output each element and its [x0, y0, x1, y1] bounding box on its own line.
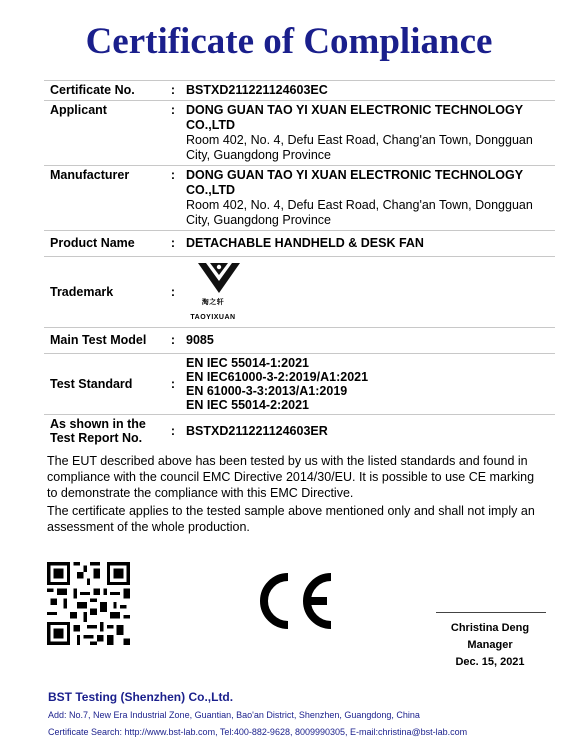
signature-line — [436, 612, 546, 613]
manufacturer-address: Room 402, No. 4, Defu East Road, Chang'an Town, Dongguan City, Guangdong Province — [186, 198, 533, 227]
trademark-logo-icon — [194, 261, 244, 295]
row-trademark — [44, 257, 555, 328]
label-applicant: Applicant — [44, 101, 164, 166]
scope-statement: The certificate applies to the tested sample above mentioned only and shall not imply an assessment of the whole production. — [47, 504, 535, 534]
applicant-address: Room 402, No. 4, Defu East Road, Chang'an Town, Dongguan City, Guangdong Province — [186, 133, 533, 162]
label-manufacturer: Manufacturer — [44, 166, 164, 231]
applicant-name: DONG GUAN TAO YI XUAN ELECTRONIC TECHNOLOGY CO.,LTD — [186, 103, 523, 132]
separator: : — [164, 81, 182, 101]
label-trademark: Trademark — [44, 257, 164, 328]
label-main-test-model: Main Test Model — [44, 328, 164, 354]
compliance-statement: The EUT described above has been tested by us with the listed standards and found in compliance with the council EMC Directive 2014/30/EU. It is possible to use CE marking to demonstrate the compliance with this EMC Directive. — [47, 454, 535, 500]
qr-code-icon — [47, 562, 130, 645]
separator: : — [164, 415, 182, 448]
value-certificate-no: BSTXD211221124603EC — [182, 81, 555, 101]
trademark-logo-cn: 淘之轩 — [201, 299, 225, 306]
separator: : — [164, 166, 182, 231]
value-main-test-model: 9085 — [182, 328, 555, 354]
standard-item: EN IEC 55014-1:2021 — [186, 356, 309, 370]
row-main-test-model — [44, 328, 555, 354]
standard-item: EN IEC 55014-2:2021 — [186, 398, 309, 412]
label-certificate-no: Certificate No. — [44, 81, 164, 101]
separator: : — [164, 354, 182, 415]
signature-date: Dec. 15, 2021 — [455, 656, 525, 668]
trademark-logo-en: TAOYIXUAN — [190, 314, 236, 321]
ce-mark-icon — [251, 571, 337, 631]
separator: : — [164, 328, 182, 354]
issuer-address: Add: No.7, New Era Industrial Zone, Guantian, Bao'an District, Shenzhen, Guangdong, China — [48, 710, 420, 720]
separator: : — [164, 231, 182, 257]
value-report-no: BSTXD211221124603ER — [182, 415, 555, 448]
standard-item: EN IEC61000-3-2:2019/A1:2021 — [186, 370, 369, 384]
issuer-company: BST Testing (Shenzhen) Co.,Ltd. — [48, 690, 234, 704]
separator: : — [164, 257, 182, 328]
label-test-standard: Test Standard — [44, 354, 164, 415]
standard-item: EN 61000-3-3:2013/A1:2019 — [186, 384, 348, 398]
signatory-title: Manager — [467, 639, 513, 651]
signatory-name: Christina Deng — [450, 622, 530, 634]
separator: : — [164, 101, 182, 166]
certificate-title: Certificate of Compliance — [85, 21, 493, 62]
label-report-no: As shown in the Test Report No. — [44, 415, 164, 448]
certificate-details-table — [44, 80, 555, 447]
manufacturer-name: DONG GUAN TAO YI XUAN ELECTRONIC TECHNOLOGY CO.,LTD — [186, 168, 523, 197]
row-product-name — [44, 231, 555, 257]
row-applicant — [44, 101, 555, 166]
label-product-name: Product Name — [44, 231, 164, 257]
row-test-standard — [44, 354, 555, 415]
row-manufacturer — [44, 166, 555, 231]
issuer-contact: Certificate Search: http://www.bst-lab.com, Tel:400-882-9628, 8009990305, E-mail:christina@bst-lab.com — [48, 727, 468, 737]
row-certificate-no — [44, 81, 555, 101]
value-product-name: DETACHABLE HANDHELD & DESK FAN — [182, 231, 555, 257]
row-report-no — [44, 415, 555, 448]
